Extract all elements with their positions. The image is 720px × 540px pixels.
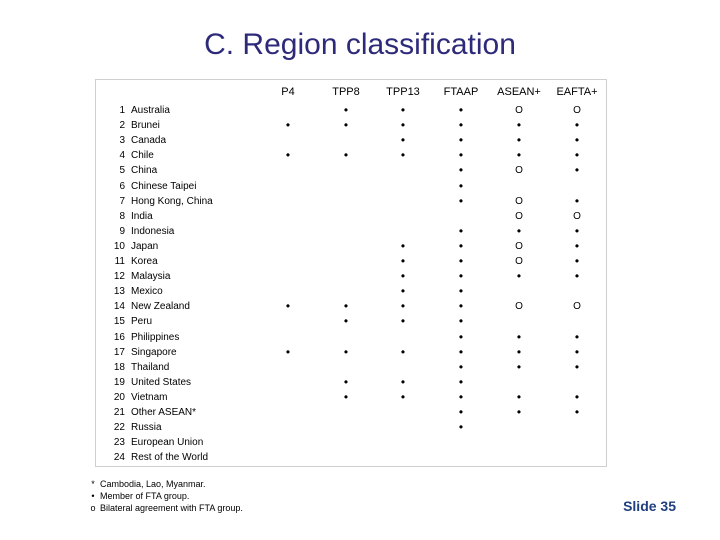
table-row <box>95 420 607 435</box>
region-name: Philippines <box>131 331 180 343</box>
member-mark: • <box>400 238 406 253</box>
bilateral-mark: O <box>515 256 523 267</box>
table-row <box>95 330 607 345</box>
member-mark: • <box>458 238 464 253</box>
region-name: Japan <box>131 240 159 252</box>
member-mark: • <box>458 163 464 178</box>
member-mark: • <box>285 118 291 133</box>
member-mark: • <box>574 359 580 374</box>
member-mark: • <box>343 299 349 314</box>
member-mark: • <box>574 269 580 284</box>
footnote-symbol: • <box>91 491 95 501</box>
region-name: Chinese Taipei <box>131 180 197 192</box>
member-mark: • <box>516 223 522 238</box>
region-name: European Union <box>131 437 204 449</box>
region-name: New Zealand <box>131 301 190 313</box>
member-mark: • <box>574 329 580 344</box>
member-mark: • <box>400 389 406 404</box>
slide-title: C. Region classification <box>204 28 516 61</box>
member-mark: • <box>458 359 464 374</box>
bilateral-mark: O <box>515 105 523 116</box>
table-row <box>95 360 607 375</box>
member-mark: • <box>458 133 464 148</box>
region-name: Malaysia <box>131 271 171 283</box>
table-row <box>95 405 607 420</box>
table-row <box>95 254 607 269</box>
region-name: Brunei <box>131 120 160 132</box>
column-header: TPP8 <box>332 86 360 98</box>
member-mark: • <box>343 148 349 163</box>
table-row <box>95 390 607 405</box>
member-mark: • <box>516 405 522 419</box>
row-number: 21 <box>113 407 125 418</box>
region-name: India <box>131 210 153 222</box>
region-name: Other ASEAN* <box>131 407 197 418</box>
bilateral-mark: O <box>573 210 581 222</box>
column-header: ASEAN+ <box>497 86 541 98</box>
member-mark: • <box>458 269 464 284</box>
row-number: 10 <box>113 240 125 252</box>
member-mark: • <box>458 299 464 314</box>
member-mark: • <box>574 163 580 178</box>
footnote-text: Member of FTA group. <box>100 491 190 501</box>
member-mark: • <box>574 389 580 404</box>
table-row <box>95 239 607 254</box>
member-mark: • <box>574 118 580 133</box>
member-mark: • <box>458 284 464 299</box>
member-mark: • <box>343 374 349 389</box>
member-mark: • <box>400 118 406 133</box>
member-mark: • <box>458 344 464 359</box>
member-mark: • <box>516 359 522 374</box>
row-number: 3 <box>119 135 125 147</box>
table-row <box>95 209 607 224</box>
column-header: P4 <box>281 86 295 98</box>
member-mark: • <box>458 103 464 117</box>
row-number: 23 <box>113 437 125 449</box>
region-name: Rest of the World <box>131 452 209 464</box>
bilateral-mark: O <box>515 240 523 252</box>
region-name: Vietnam <box>131 391 168 403</box>
table-row <box>95 345 607 360</box>
member-mark: • <box>458 329 464 344</box>
column-header: EAFTA+ <box>556 86 598 98</box>
region-name: Thailand <box>131 361 170 373</box>
region-name: Mexico <box>131 286 163 298</box>
slide-number: Slide 35 <box>623 498 676 514</box>
region-name: United States <box>131 376 192 388</box>
member-mark: • <box>574 405 580 419</box>
member-mark: • <box>516 133 522 148</box>
row-number: 17 <box>113 346 125 358</box>
table-row <box>95 118 607 133</box>
region-name: Singapore <box>131 346 177 358</box>
table-row <box>95 450 607 465</box>
member-mark: • <box>400 284 406 299</box>
region-name: Indonesia <box>131 225 175 237</box>
member-mark: • <box>458 389 464 404</box>
table-row <box>95 179 607 194</box>
column-header: TPP13 <box>386 86 420 98</box>
row-number: 6 <box>119 180 125 192</box>
row-number: 18 <box>113 361 125 373</box>
footnote <box>91 490 243 502</box>
footnote-text: Cambodia, Lao, Myanmar. <box>100 479 206 489</box>
footnote <box>90 502 243 514</box>
row-number: 8 <box>119 210 125 222</box>
table-row <box>95 148 607 163</box>
row-number: 12 <box>113 271 125 283</box>
row-number: 16 <box>113 331 125 343</box>
member-mark: • <box>458 193 464 208</box>
row-number: 7 <box>119 195 125 207</box>
bilateral-mark: O <box>515 195 523 207</box>
row-number: 15 <box>113 316 125 328</box>
member-mark: • <box>574 133 580 148</box>
member-mark: • <box>285 299 291 314</box>
member-mark: • <box>458 178 464 193</box>
member-mark: • <box>516 389 522 404</box>
row-number: 5 <box>119 165 125 177</box>
region-name: Chile <box>131 150 154 162</box>
footnote-symbol: * <box>91 479 95 489</box>
member-mark: • <box>343 118 349 133</box>
member-mark: • <box>516 344 522 359</box>
member-mark: • <box>458 254 464 268</box>
member-mark: • <box>400 148 406 163</box>
member-mark: • <box>516 148 522 163</box>
table-row <box>95 269 607 284</box>
row-number: 11 <box>114 256 125 267</box>
region-name: Hong Kong, China <box>131 195 213 207</box>
member-mark: • <box>458 420 464 435</box>
member-mark: • <box>574 193 580 208</box>
region-name: Korea <box>131 256 158 267</box>
member-mark: • <box>458 118 464 133</box>
bilateral-mark: O <box>573 105 581 116</box>
member-mark: • <box>458 405 464 419</box>
table-row <box>95 375 607 390</box>
member-mark: • <box>516 269 522 284</box>
region-name: China <box>131 165 158 177</box>
member-mark: • <box>285 148 291 163</box>
member-mark: • <box>285 344 291 359</box>
table-row <box>95 103 607 118</box>
bilateral-mark: O <box>573 301 581 313</box>
member-mark: • <box>400 103 406 117</box>
row-number: 4 <box>119 150 125 162</box>
bilateral-mark: O <box>515 210 523 222</box>
footnote-symbol: o <box>90 503 96 513</box>
table-row <box>95 163 607 178</box>
table-row <box>95 284 607 299</box>
row-number: 24 <box>113 452 125 464</box>
member-mark: • <box>574 223 580 238</box>
region-name: Canada <box>131 135 167 147</box>
member-mark: • <box>400 314 406 329</box>
member-mark: • <box>458 314 464 329</box>
row-number: 19 <box>113 376 125 388</box>
member-mark: • <box>400 254 406 268</box>
table-row <box>95 314 607 329</box>
footnote <box>91 478 243 490</box>
member-mark: • <box>400 374 406 389</box>
member-mark: • <box>400 133 406 148</box>
table-row <box>95 224 607 239</box>
row-number: 9 <box>119 225 125 237</box>
bilateral-mark: O <box>515 301 523 313</box>
member-mark: • <box>574 238 580 253</box>
member-mark: • <box>400 344 406 359</box>
row-number: 2 <box>119 120 125 132</box>
region-name: Peru <box>131 316 153 328</box>
row-number: 1 <box>119 105 125 116</box>
member-mark: • <box>574 344 580 359</box>
member-mark: • <box>516 329 522 344</box>
bilateral-mark: O <box>515 165 523 177</box>
row-number: 20 <box>113 391 125 403</box>
member-mark: • <box>343 314 349 329</box>
member-mark: • <box>400 269 406 284</box>
member-mark: • <box>343 344 349 359</box>
member-mark: • <box>400 299 406 314</box>
member-mark: • <box>458 223 464 238</box>
region-name: Russia <box>131 422 162 434</box>
member-mark: • <box>343 389 349 404</box>
member-mark: • <box>516 118 522 133</box>
table-row <box>95 435 607 450</box>
table-row <box>95 194 607 209</box>
footnote-text: Bilateral agreement with FTA group. <box>100 503 243 513</box>
row-number: 22 <box>113 422 125 434</box>
member-mark: • <box>574 148 580 163</box>
member-mark: • <box>343 103 349 117</box>
row-number: 13 <box>113 286 125 298</box>
footnotes <box>90 478 243 514</box>
member-mark: • <box>574 254 580 268</box>
table-row <box>95 299 607 314</box>
region-name: Australia <box>131 105 170 116</box>
column-header: FTAAP <box>443 86 479 98</box>
table-row <box>95 133 607 148</box>
row-number: 14 <box>113 301 125 313</box>
member-mark: • <box>458 374 464 389</box>
member-mark: • <box>458 148 464 163</box>
